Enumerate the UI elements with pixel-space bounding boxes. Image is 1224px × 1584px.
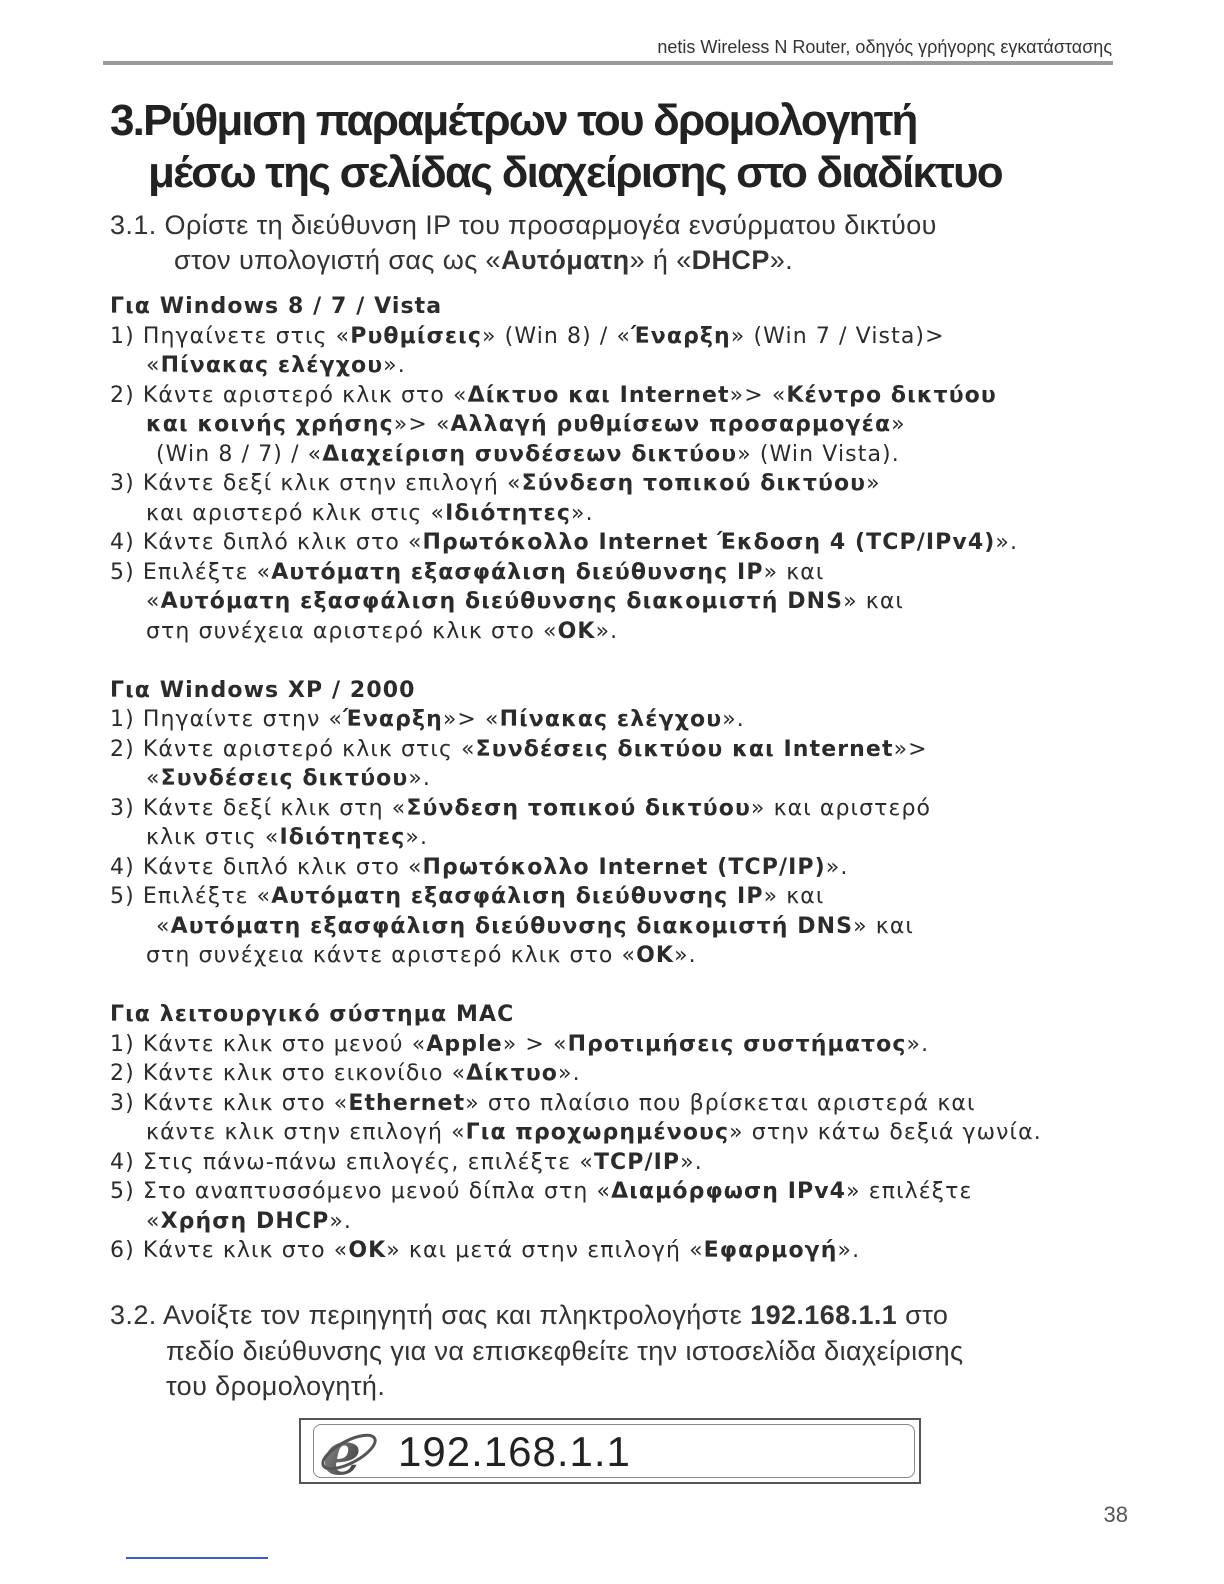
mac-step4: 4) Στις πάνω-πάνω επιλογές, επιλέξτε «TCP/IP». (110, 1149, 703, 1175)
address-url: 192.168.1.1 (398, 1428, 631, 1475)
winxp-heading: Για Windows XP / 2000 (110, 677, 416, 703)
winxp-step2: 2) Κάντε αριστερό κλικ στις «Συνδέσεις δικτύου και Internet»> (110, 736, 928, 762)
footnote-rule (126, 1557, 268, 1559)
mac-heading: Για λειτουργικό σύστημα MAC (110, 1002, 515, 1027)
section-gap (110, 971, 1140, 1001)
win8-step1-cont: «Πίνακας ελέγχου». (146, 353, 406, 378)
running-header: netis Wireless N Router, οδηγός γρήγορης εγκατάστασης (657, 37, 1112, 57)
win8-step2-cont2: (Win 8 / 7) / «Διαχείριση συνδέσεων δικτύου» (Win Vista). (156, 441, 900, 467)
win8-step3-cont: και αριστερό κλικ στις «Ιδιότητες». (146, 500, 594, 526)
mac-step3: 3) Κάντε κλικ στο «Ethernet» στο πλαίσιο που βρίσκεται αριστερά και (110, 1090, 976, 1116)
win8-step3: 3) Κάντε δεξί κλικ στην επιλογή «Σύνδεση τοπικού δικτύου» (110, 471, 881, 496)
win8-step5: 5) Επιλέξτε «Αυτόματη εξασφάλιση διεύθυνσης IP» και (110, 559, 825, 585)
svg-text:e: e (323, 1422, 362, 1480)
winxp-step5-cont: «Αυτόματη εξασφάλιση διεύθυνσης διακομιστή DNS» και (156, 913, 914, 939)
win8-heading: Για Windows 8 / 7 / Vista (110, 294, 443, 319)
browser-address-bar[interactable] (299, 1418, 921, 1484)
chapter-title-line1: 3.Ρύθμιση παραμέτρων του δρομολογητή (110, 96, 917, 145)
section-gap (110, 646, 1140, 676)
winxp-step3: 3) Κάντε δεξί κλικ στη «Σύνδεση τοπικού δικτύου» και αριστερό (110, 795, 932, 821)
step-3-1-line2: στον υπολογιστή σας ως «Αυτόματη» ή «DHCP». (174, 245, 794, 275)
win8-step2: 2) Κάντε αριστερό κλικ στο «Δίκτυο και Internet»> «Κέντρο δικτύου (110, 382, 997, 408)
win8-step5-cont: «Αυτόματη εξασφάλιση διεύθυνσης διακομιστή DNS» και (146, 589, 904, 614)
mac-step2: 2) Κάντε κλικ στο εικονίδιο «Δίκτυο». (110, 1061, 581, 1086)
win8-step2-cont: και κοινής χρήσης»> «Αλλαγή ρυθμίσεων προσαρμογέα» (146, 412, 906, 437)
page-number: 38 (1103, 1502, 1128, 1527)
winxp-step5-cont2: στη συνέχεια κάντε αριστερό κλικ στο «OK». (146, 943, 697, 968)
winxp-step5: 5) Επιλέξτε «Αυτόματη εξασφάλιση διεύθυνσης IP» και (110, 884, 825, 909)
step-3-2-line3: του δρομολογητή. (166, 1371, 386, 1401)
winxp-step2-cont: «Συνδέσεις δικτύου». (146, 766, 431, 791)
winxp-step1: 1) Πηγαίντε στην «Έναρξη»> «Πίνακας ελέγχου». (110, 707, 745, 732)
winxp-step4: 4) Κάντε διπλό κλικ στο «Πρωτόκολλο Internet (TCP/IP)». (110, 854, 849, 880)
step-3-1-line1: 3.1. Ορίστε τη διεύθυνση IP του προσαρμογέα ενσύρματου δικτύου (110, 210, 937, 240)
win8-step4: 4) Κάντε διπλό κλικ στο «Πρωτόκολλο Internet Έκδοση 4 (TCP/IPv4)». (110, 530, 1019, 555)
winxp-step3-cont: κλικ στις «Ιδιότητες». (146, 825, 429, 850)
step-3-2-line1: 3.2. Ανοίξτε τον περιηγητή σας και πληκτρολογήστε 192.168.1.1 στο (110, 1300, 949, 1330)
chapter-title-line2: μέσω της σελίδας διαχείρισης στο διαδίκτυο (148, 148, 1002, 197)
mac-step5-cont: «Χρήση DHCP». (146, 1208, 352, 1234)
mac-step5: 5) Στο αναπτυσσόμενο μενού δίπλα στη «Διαμόρφωση IPv4» επιλέξτε (110, 1179, 973, 1204)
mac-step6: 6) Κάντε κλικ στο «OK» και μετά στην επιλογή «Εφαρμογή». (110, 1238, 861, 1263)
mac-step1: 1) Κάντε κλικ στο μενού «Apple» > «Προτιμήσεις συστήματος». (110, 1031, 930, 1057)
instructions-body (110, 292, 1140, 1266)
step-3-2-line2: πεδίο διεύθυνσης για να επισκεφθείτε την ιστοσελίδα διαχείρισης (166, 1336, 964, 1366)
win8-step1: 1) Πηγαίνετε στις «Ρυθμίσεις» (Win 8) / «Έναρξη» (Win 7 / Vista)> (110, 323, 945, 349)
ie-browser-icon (317, 1422, 379, 1480)
mac-step3-cont: κάντε κλικ στην επιλογή «Για προχωρημένους» στην κάτω δεξιά γωνία. (146, 1120, 1042, 1145)
header-rule (103, 61, 1113, 65)
win8-step5-cont2: στη συνέχεια αριστερό κλικ στο «OK». (146, 618, 619, 644)
